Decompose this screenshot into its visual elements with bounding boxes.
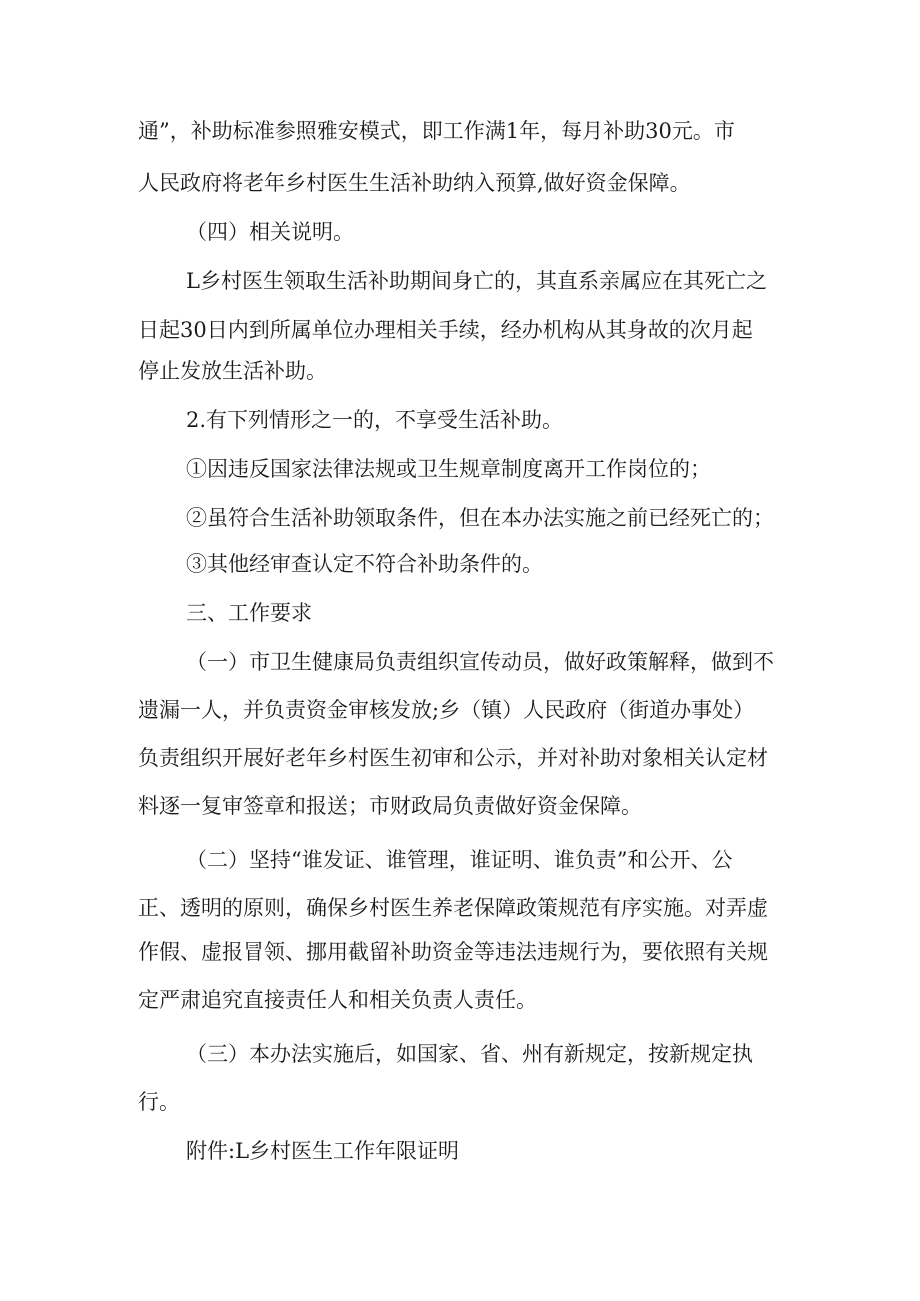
text-line: 正、透明的原则，确保乡村医生养老保障政策规范有序实施。对弄虚 xyxy=(138,896,768,920)
text-line: 遗漏一人，并负责资金审核发放;乡（镇）人民政府（街道办事处） xyxy=(138,698,755,722)
text-line: 料逐一复审签章和报送；市财政局负责做好资金保障。 xyxy=(138,794,642,818)
attachment-line: 附件:L乡村医生工作年限证明 xyxy=(186,1139,460,1163)
text-line: 停止发放生活补助。 xyxy=(138,359,327,383)
text-line: （一）市卫生健康局负责组织宣传动员，做好政策解释，做到不 xyxy=(186,650,774,674)
text-line: 2.有下列情形之一的，不享受生活补助。 xyxy=(186,408,564,432)
text-line: （三）本办法实施后，如国家、省、州有新规定，按新规定执 xyxy=(186,1042,753,1066)
text-line: 定严肃追究直接责任人和相关负责人责任。 xyxy=(138,988,537,1012)
text-line: （二）坚持“谁发证、谁管理，谁证明、谁负责”和公开、公 xyxy=(186,848,733,872)
list-item: ③其他经审查认定不符合补助条件的。 xyxy=(186,552,543,576)
text-line: 人民政府将老年乡村医生生活补助纳入预算,做好资金保障。 xyxy=(138,171,691,195)
text-line: 日起30日内到所属单位办理相关手续，经办机构从其身故的次月起 xyxy=(138,318,753,342)
text-line: 通”，补助标准参照雅安模式，即工作满1年，每月补助30元。市 xyxy=(138,119,735,143)
text-line: 行。 xyxy=(138,1090,180,1114)
text-line: 作假、虚报冒领、挪用截留补助资金等违法违规行为，要依照有关规 xyxy=(138,940,768,964)
section-heading: （四）相关说明。 xyxy=(186,220,354,244)
text-line: 负责组织开展好老年乡村医生初审和公示，并对补助对象相关认定材 xyxy=(138,746,768,770)
section-heading: 三、工作要求 xyxy=(186,601,312,625)
list-item: ①因违反国家法律法规或卫生规章制度离开工作岗位的； xyxy=(186,457,711,481)
text-line: L乡村医生领取生活补助期间身亡的，其直系亲属应在其死亡之 xyxy=(186,269,767,293)
list-item: ②虽符合生活补助领取条件，但在本办法实施之前已经死亡的； xyxy=(186,506,774,530)
